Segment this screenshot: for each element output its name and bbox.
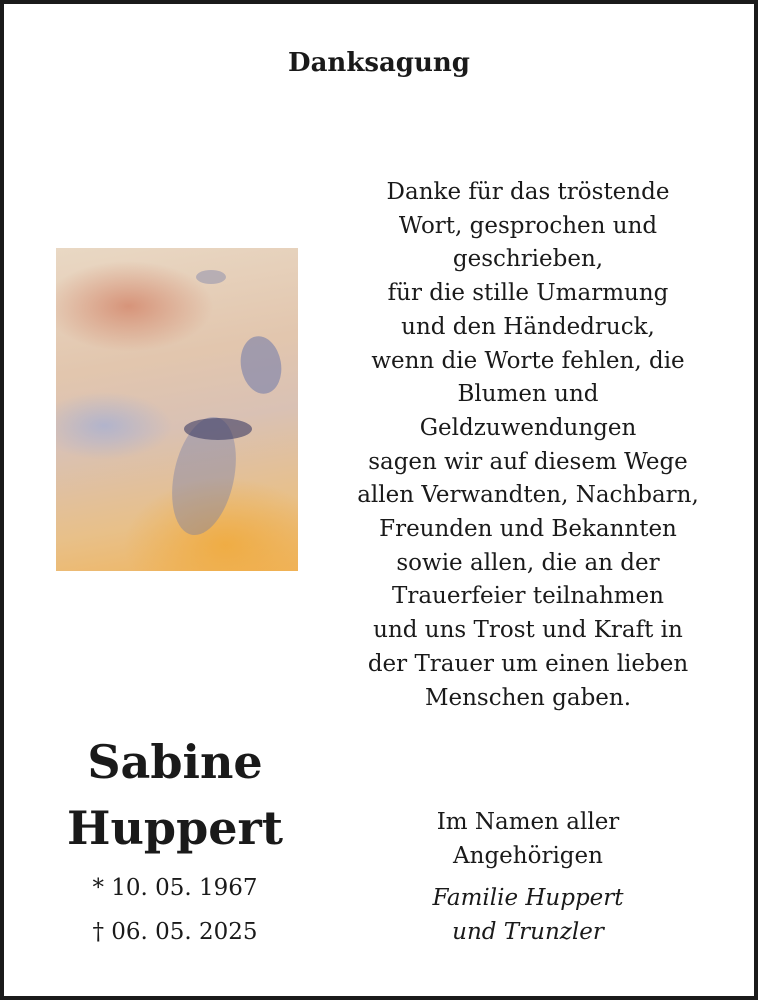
- poem-line: Geldzuwendungen: [419, 414, 637, 441]
- family-name: und Trunzler: [452, 919, 604, 945]
- poem-line: und den Händedruck,: [401, 313, 655, 340]
- life-dates: [20, 866, 330, 954]
- signature-line: Im Namen aller: [436, 809, 620, 835]
- family-name: Familie Huppert: [432, 885, 624, 911]
- signature: [338, 805, 718, 949]
- thank-you-text: [318, 176, 738, 715]
- poem-line: wenn die Worte fehlen, die: [371, 347, 685, 374]
- poem-line: Menschen gaben.: [424, 684, 632, 711]
- deceased-name: [20, 729, 330, 861]
- poem-line: der Trauer um einen lieben: [367, 650, 689, 677]
- poem-line: sowie allen, die an der: [396, 549, 660, 576]
- poem-line: sagen wir auf diesem Wege: [368, 448, 688, 475]
- poem-line: geschrieben,: [452, 246, 604, 273]
- first-name: Sabine: [87, 735, 263, 789]
- poem-line: allen Verwandten, Nachbarn,: [357, 482, 699, 509]
- last-name: Huppert: [67, 801, 283, 855]
- birth-date: * 10. 05. 1967: [92, 875, 258, 901]
- footprints-in-sand-photo: [56, 248, 298, 571]
- poem-line: Blumen und: [457, 381, 599, 408]
- poem-line: für die stille Umarmung: [387, 280, 669, 307]
- death-date: † 06. 05. 2025: [92, 919, 258, 945]
- signature-line: Angehörigen: [453, 843, 603, 869]
- poem-line: Danke für das tröstende: [386, 179, 670, 205]
- poem-line: Trauerfeier teilnahmen: [391, 583, 664, 610]
- poem-line: Wort, gesprochen und: [398, 212, 658, 239]
- poem-line: Freunden und Bekannten: [379, 516, 677, 543]
- poem-line: und uns Trost und Kraft in: [373, 617, 683, 644]
- notice-title: Danksagung: [288, 48, 470, 78]
